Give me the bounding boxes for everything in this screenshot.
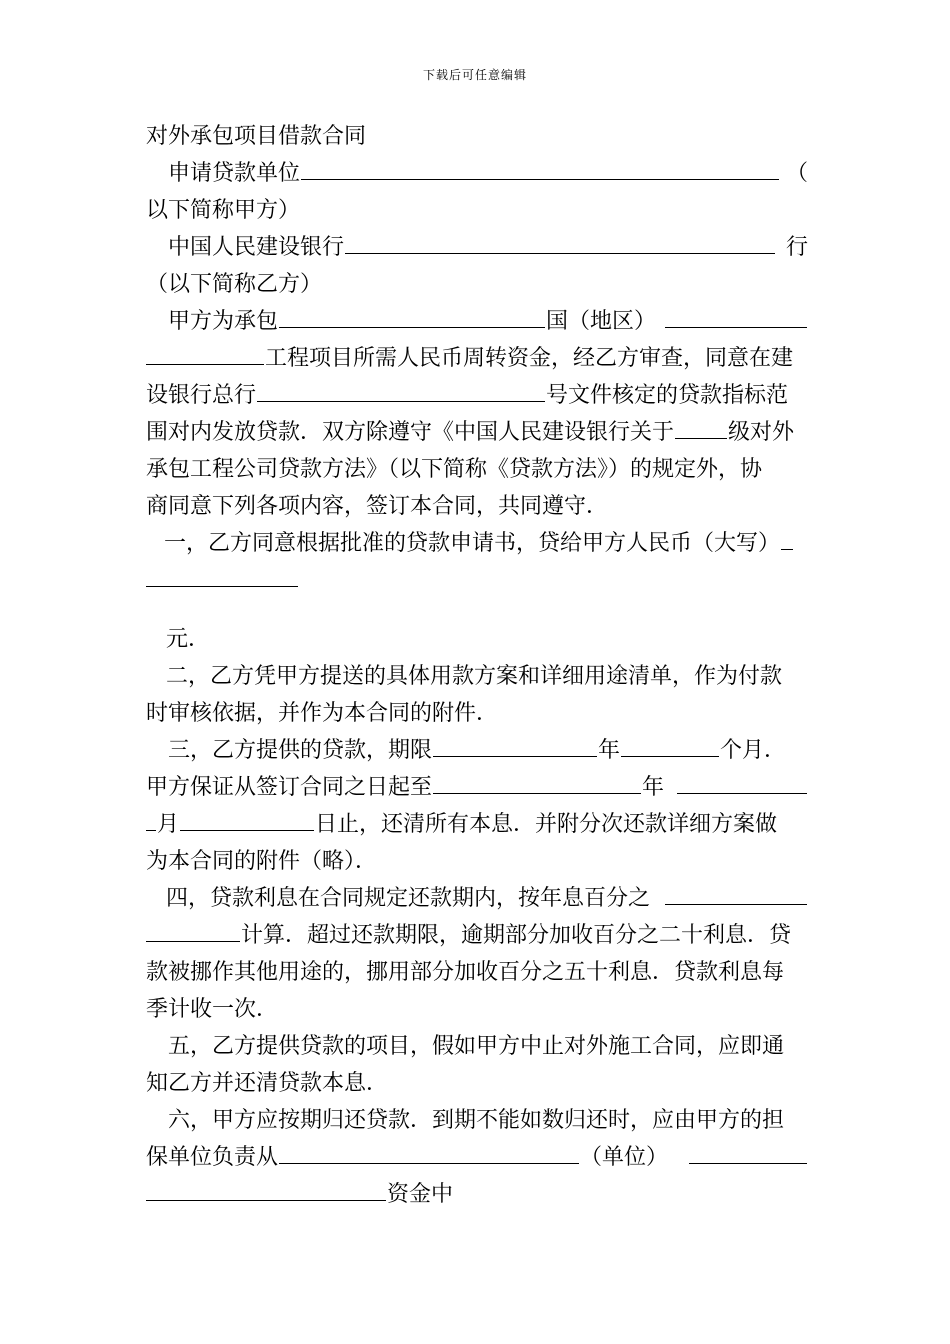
contract-body bbox=[146, 118, 808, 1213]
clause-6-text: 六，甲方应按期归还贷款．到期不能如数归还时，应由甲方的担 bbox=[168, 1108, 785, 1133]
preamble-line-3 bbox=[146, 377, 808, 414]
preamble-text-3: 设银行总行 bbox=[146, 383, 257, 408]
repay-year-blank bbox=[433, 769, 641, 794]
clause-3-text-4: 为本合同的附件（略）． bbox=[146, 849, 378, 874]
clause-4-line-1 bbox=[146, 880, 808, 917]
clause-1-line-3 bbox=[146, 621, 808, 658]
clause-5-line-2 bbox=[146, 1065, 808, 1102]
clause-6-text-3: 资金中 bbox=[387, 1182, 454, 1207]
preamble-text-2: 工程项目所需人民币周转资金，经乙方审查，同意在建 bbox=[265, 346, 794, 371]
preamble-text-6: 级对外 bbox=[728, 420, 795, 445]
preamble-line-6 bbox=[146, 488, 808, 525]
party-b-alias-text: （以下简称乙方） bbox=[146, 272, 323, 297]
clause-5-text-2: 知乙方并还清贷款本息． bbox=[146, 1071, 389, 1096]
clause-4-line-4 bbox=[146, 991, 808, 1028]
clause-1-text: 一，乙方同意根据批准的贷款申请书，贷给甲方人民币（大写） bbox=[164, 531, 781, 556]
term-months-blank bbox=[621, 732, 719, 757]
fund-source-blank bbox=[689, 1139, 807, 1164]
repay-year-label: 年 bbox=[642, 775, 665, 800]
repay-month-blank bbox=[677, 769, 807, 794]
preamble-text-8: 商同意下列各项内容，签订本合同，共同遵守． bbox=[146, 494, 609, 519]
clause-6-line-3 bbox=[146, 1176, 808, 1213]
clause-3-line-3 bbox=[146, 806, 808, 843]
preamble-line-5 bbox=[146, 451, 808, 488]
clause-4-text-3: 款被挪作其他用途的，挪用部分加收百分之五十利息．贷款利息每 bbox=[146, 960, 785, 985]
repay-day-blank bbox=[180, 806, 314, 831]
clause-1-line-2 bbox=[146, 562, 808, 599]
month-label: 个月． bbox=[720, 738, 787, 763]
preamble-line-1 bbox=[146, 303, 808, 340]
clause-6-line-1 bbox=[146, 1102, 808, 1139]
interest-rate-blank bbox=[665, 880, 807, 905]
level-blank bbox=[675, 414, 727, 439]
party-a-blank bbox=[301, 155, 779, 180]
amount-blank-start bbox=[781, 525, 793, 550]
party-b-line bbox=[146, 229, 808, 266]
clause-3-text: 三，乙方提供的贷款，期限 bbox=[168, 738, 433, 763]
clause-3-line-4 bbox=[146, 843, 808, 880]
amount-blank bbox=[146, 562, 298, 587]
clause-5-text: 五，乙方提供贷款的项目，假如甲方中止对外施工合同，应即通 bbox=[168, 1034, 785, 1059]
clause-3-text-3: 日止，还清所有本息．并附分次还款详细方案做 bbox=[315, 812, 778, 837]
clause-3-line-1 bbox=[146, 732, 808, 769]
country-blank bbox=[279, 303, 545, 328]
region-blank bbox=[665, 303, 807, 328]
party-a-label: 申请贷款单位 bbox=[168, 161, 301, 186]
preamble-text: 甲方为承包 bbox=[168, 309, 279, 334]
fund-source-blank-end bbox=[146, 1176, 386, 1201]
clause-3-line-2 bbox=[146, 769, 808, 806]
party-a-line bbox=[146, 155, 808, 192]
clause-6-line-2 bbox=[146, 1139, 808, 1176]
guarantor-blank bbox=[279, 1139, 579, 1164]
preamble-line-4 bbox=[146, 414, 808, 451]
clause-1-line-1 bbox=[146, 525, 808, 562]
clause-2-text-2: 时审核依据，并作为本合同的附件． bbox=[146, 701, 499, 726]
clause-2-line-2 bbox=[146, 695, 808, 732]
document-number-blank bbox=[257, 377, 545, 402]
repay-month-blank-end bbox=[146, 806, 156, 831]
preamble-text-4: 号文件核定的贷款指标范 bbox=[546, 383, 789, 408]
preamble-line-2 bbox=[146, 340, 808, 377]
clause-4-line-3 bbox=[146, 954, 808, 991]
clause-2-text: 二，乙方凭甲方提送的具体用款方案和详细用途清单，作为付款 bbox=[166, 664, 783, 689]
clause-5-line-1 bbox=[146, 1028, 808, 1065]
clause-4-text: 四，贷款利息在合同规定还款期内，按年息百分之 bbox=[166, 886, 651, 911]
party-b-label: 中国人民建设银行 bbox=[168, 235, 345, 260]
clause-4-line-2 bbox=[146, 917, 808, 954]
doc-title bbox=[146, 118, 808, 155]
term-years-blank bbox=[433, 732, 597, 757]
unit-label: （单位） bbox=[580, 1145, 669, 1170]
clause-4-text-2: 计算．超过还款期限，逾期部分加收百分之二十利息．贷 bbox=[241, 923, 792, 948]
clause-2-line-1 bbox=[146, 658, 808, 695]
year-label: 年 bbox=[598, 738, 621, 763]
project-blank bbox=[146, 340, 264, 365]
clause-4-text-4: 季计收一次． bbox=[146, 997, 279, 1022]
party-a-alias-text: 以下简称甲方） bbox=[146, 198, 301, 223]
party-b-blank bbox=[345, 229, 775, 254]
region-label: 国（地区） bbox=[546, 309, 657, 334]
interest-rate-blank-end bbox=[146, 917, 240, 942]
page-header-note: 下载后可任意编辑 bbox=[422, 68, 527, 82]
repay-month-label: 月 bbox=[157, 812, 180, 837]
paren-open: （ bbox=[785, 161, 808, 186]
title-text: 对外承包项目借款合同 bbox=[146, 124, 367, 149]
clause-6-text-2: 保单位负责从 bbox=[146, 1145, 279, 1170]
clause-3-text-2: 甲方保证从签订合同之日起至 bbox=[146, 775, 433, 800]
currency-unit: 元． bbox=[166, 627, 211, 652]
party-a-alias bbox=[146, 192, 808, 229]
preamble-text-5: 围对内发放贷款．双方除遵守《中国人民建设银行关于 bbox=[146, 420, 675, 445]
bank-suffix: 行 bbox=[785, 235, 808, 260]
party-b-alias bbox=[146, 266, 808, 303]
preamble-text-7: 承包工程公司贷款方法》（以下简称《贷款方法》）的规定外，协 bbox=[146, 457, 763, 482]
